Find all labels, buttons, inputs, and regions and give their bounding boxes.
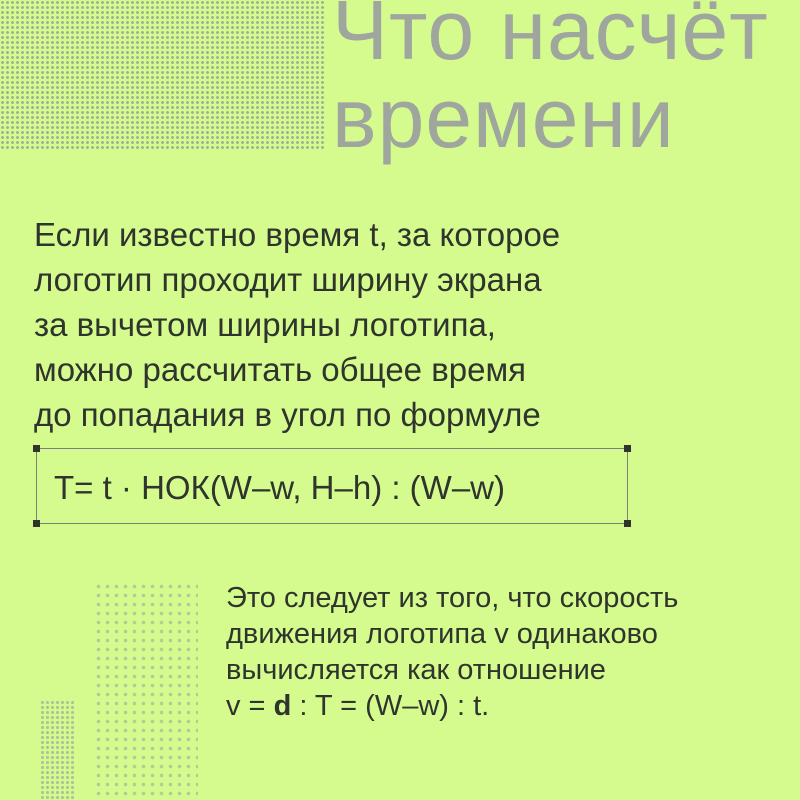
note-formula-suffix: : T = (W–w) : t. [291,690,490,722]
note-line: Это следует из того, что скорость [226,582,679,614]
dot-pattern-bottom [94,582,198,800]
title-line-1: Что насчёт [332,0,769,77]
body-line: логотип проходит ширину экрана [34,261,542,298]
body-line: можно рассчитать общее время [34,351,527,388]
body-line: за вычетом ширины логотипа, [34,306,496,343]
dot-pattern-top [0,0,325,150]
body-line: Если известно время t, за которое [34,216,561,253]
note-formula-prefix: v = [226,690,274,722]
note-formula-line [226,688,678,724]
note-paragraph [226,580,678,724]
title-line-2: времени [332,71,675,165]
note-line: вычисляется как отношение [226,654,606,686]
note-line: движения логотипа v одинаково [226,618,658,650]
note-formula-bold: d [273,690,292,722]
box-handle-bottom-right [624,520,631,527]
page-title [332,0,769,165]
box-handle-bottom-left [33,520,40,527]
dot-pattern-bottom-left [40,700,74,800]
box-handle-top-right [624,445,631,452]
body-paragraph [34,212,560,437]
body-line: до попадания в угол по формуле [34,396,541,433]
formula: T= t · НОК(W–w, H–h) : (W–w) [54,469,505,506]
box-handle-top-left [33,445,40,452]
